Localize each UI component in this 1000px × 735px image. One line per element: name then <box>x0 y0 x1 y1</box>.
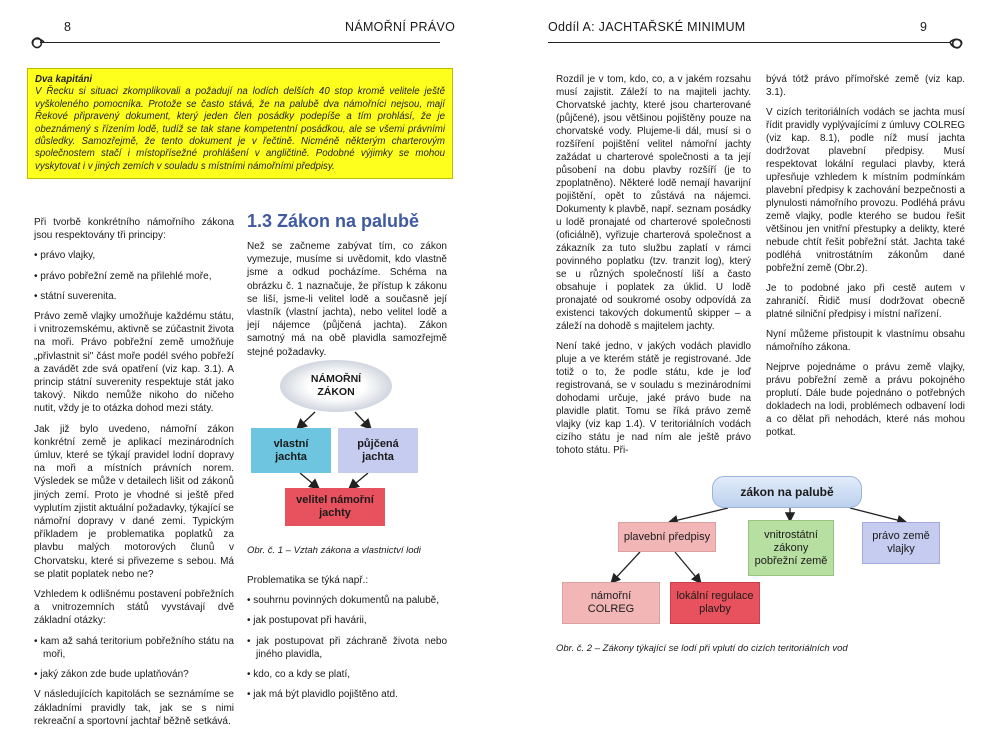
list-item: • kdo, co a kdy se platí, <box>247 669 350 681</box>
figure-2-caption: Obr. č. 2 – Zákony týkající se lodí při vplutí do cizích teritoriálních vod <box>556 643 848 654</box>
node-lokalni-regulace: lokální regulace plavby <box>670 582 760 624</box>
list-item: • státní suverenita. <box>34 290 117 302</box>
list-item: • jak má být plavidlo pojištěno atd. <box>247 689 398 701</box>
paragraph: Než se začneme zabývat tím, co zákon vymezuje, musíme si uvědomit, kdo vlastně jsme a odkud pocházíme. Schéma na obrázku č. 1 naznačuje, že přístup k zákonu se liší, jsme-li velitel lodě a současně její vlastník (vlastní jachta), nebo velitel lodě a její nájemce (půjčená jachta). Zákon samotný má na obě plavidla samozřejmě stejné požadavky. <box>247 241 447 358</box>
list-item: • souhrnu povinných dokumentů na palubě, <box>247 595 439 607</box>
paragraph: Je to podobné jako při cestě autem v zahraničí. Řidič musí dodržovat obecně platné silniční předpisy i místní nařízení. <box>766 283 965 320</box>
node-plavebni-predpisy: plavební předpisy <box>618 522 716 552</box>
node-vnitrostatni-zakony: vnitrostátní zákony pobřežní země <box>748 520 834 576</box>
left-page-number: 8 <box>64 20 72 34</box>
paragraph: Rozdíl je v tom, kdo, co, a v jakém rozsahu musí zajistit. Záleží to na majiteli jachty. Chorvatské jachty, které jsou charterované (půjčené), jsou většinou pojištěny pouze na chorvatské vody. Plujeme-li dál, musí si o rozšíření pojištění velitel námořní jachty zažádat u charterové společnosti a ta její působení na dobu plavby rozšíří (je to zpoplatněno). Některé lodě nemají havarijní pojištění, opět to zůstává na nájemci. Dokumenty k plavbě, např. seznam posádky u lodě pronajaté od charterové společnosti (oficiálně), vyřizuje charterová společnost a zákazník za tuto službu zaplatí v rámci povinného poplatku (tzv. tranzit log), který se u různých společností liší a často obsahuje i poplatek za úklid. U lodě pronajaté od soukromé osoby odpovídá za existenci takových dokumentů skipper – a záleží na dohodě s majitelem jachty. <box>556 74 751 332</box>
list-item: • jak postupovat při záchraně života nebo jiného plavidla, <box>247 635 447 660</box>
list-item: • jak postupovat při havárii, <box>247 615 367 627</box>
right-running-title: Oddíl A: JACHTAŘSKÉ MINIMUM <box>548 20 746 34</box>
list-item: • kam až sahá teritorium pobřežního státu na moři, <box>34 635 234 660</box>
info-box-title: Dva kapitáni <box>35 74 93 85</box>
paragraph: Při tvorbě konkrétního námořního zákona jsou respektovány tři principy: <box>34 217 234 242</box>
paragraph: V následujících kapitolách se seznámíme se základními pravidly tak, jak se s nimi rekreační a sportovní jachtař běžně setkává. <box>34 689 234 727</box>
node-pravo-zeme-vlajky: právo země vlajky <box>862 522 940 564</box>
section-heading: 1.3 Zákon na palubě <box>247 211 420 231</box>
node-namorni-zakon: NÁMOŘNÍ ZÁKON <box>280 360 392 412</box>
paragraph: Není také jedno, v jakých vodách plavidlo pluje a ve kterém státě je registrované. Jde totiž o to, že podle státu, kde je loď registrovaná, se v souladu s mezinárodními dohodami určuje, jaké právo bude na plavidle platit. Tomu se říká právo země vlajky (viz kap 1.4). V teritoriálních vodách cizího státu je nad ním ale ještě právo tohoto státu. Při- <box>556 341 751 456</box>
node-zakon-na-palube: zákon na palubě <box>712 476 862 508</box>
node-namorni-colreg: námořní COLREG <box>562 582 660 624</box>
paragraph: bývá tótž právo přímořské země (viz kap. 3.1). <box>766 74 965 98</box>
node-velitel-jachty: velitel námořní jachty <box>285 488 385 526</box>
left-running-title: NÁMOŘNÍ PRÁVO <box>345 20 456 34</box>
paragraph: Právo země vlajky umožňuje každému státu, i vnitrozemskému, aktivně se zúčastnit života na moři. Právo pobřežní země umožňuje „přivlastnit si" část moře podél svého pobřeží a zavádět zde svá opatření (viz kap. 3.1). A princip státní suverenity respektuje stát jako takový. Nikdo nemůže nikoho do ničeho nutit, vždy je to otázka dohod mezi státy. <box>34 311 234 415</box>
list-item: • jaký zákon zde bude uplatňován? <box>34 669 189 681</box>
paragraph: Nejprve pojednáme o právu země vlajky, právu pobřežní země a právu pokojného proplutí. Dále bude pojednáno o potřebných dokladech na lodi, problémech odbavení lodi a co dělat při nehodách, které nás mohou potkat. <box>766 362 965 438</box>
paragraph: Problematika se týká např.: <box>247 575 369 586</box>
list-item: • právo vlajky, <box>34 250 96 262</box>
paragraph: Nyní můžeme přistoupit k vlastnímu obsahu námořního zákona. <box>766 329 965 353</box>
paragraph: Vzhledem k odlišnému postavení pobřežních a vnitrozemních států vyvstávají dvě základní otázky: <box>34 589 234 627</box>
node-pujcena-jachta: půjčená jachta <box>338 428 418 473</box>
paragraph: Jak již bylo uvedeno, námořní zákon konkrétní země je aplikací mezinárodních úmluv, které se týkají pravidel lodní dopravy na moři a místních právních norem. Výsledek se může v detailech lišit od zákonů jiných zemí. Proto je vhodné si ještě před vyplutím zjistit aktuální požadavky, týkající se námořní dopravy v dané zemi. Typickým příkladem je problematika poplatků za plavbu malých motorových člunů v Chorvatsku, které si přivezeme s sebou. Má se platit poplatek nebo ne? <box>34 423 234 580</box>
paragraph: V cizích teritoriálních vodách se jachta musí řídit pravidly vyplývajícími z úmluvy COLREG (viz kap. 8.1), podle níž musí jachta dodržovat plavební předpisy. Musí respektovat lokální regulaci plavby, která upřesňuje vzhledem k místním podmínkám plavební předpisy k zachování bezpečnosti a plynulosti námořního provozu. Podléhá právu země vlajky, podle kterého se budou řešit většinou jen vnitřní přestupky a delikty, které nebude chtít řešit pobřežní stát. Jachta také podléhá vnitrostátním zákonům dané pobřežní země (Obr.2). <box>766 107 965 274</box>
node-vlastni-jachta: vlastní jachta <box>251 428 331 473</box>
right-page-number: 9 <box>920 20 928 34</box>
list-item: • právo pobřežní země na přilehlé moře, <box>34 270 212 282</box>
figure-1-caption: Obr. č. 1 – Vztah zákona a vlastnictví lodi <box>247 545 421 556</box>
info-box-text: V Řecku si situaci zkomplikovali a požadují na lodích delších 40 stop kromě velitele ještě vyškoleného pomocníka. Protože se často stává, že na palubě dva námořníci nejsou, mají Řekové připravený dokument, který jeden člen posádky podepíše a tím prohlásí, že je obeznámený s řízením lodě, tudíž se tak stane kompetentní posádkou, ale se všemi právními důsledky. Samozřejmě, že tento dokument je v řečtině. Nicméně některým charterovým společnostem stačí i místopřísežné prohlášení v angličtině. Podobné výjimky se mohou vyskytovat i v jiných zemích v souladu s místními námořními předpisy. <box>35 86 445 172</box>
